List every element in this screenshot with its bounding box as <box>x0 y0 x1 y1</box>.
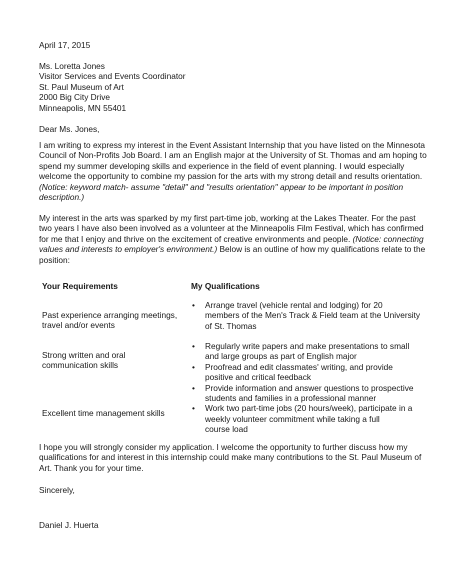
table-header-qualifications: My Qualifications <box>191 281 260 291</box>
qualification-item <box>191 383 413 404</box>
letter-date: April 17, 2015 <box>39 40 91 50</box>
recipient-organization: St. Paul Museum of Art <box>39 81 124 92</box>
paragraph-line: Art. Thank you for your time. <box>39 462 144 473</box>
paragraph-text: for me that I enjoy and thrive on the excitement of creative environments and people. <box>39 233 351 244</box>
salutation: Dear Ms. Jones, <box>39 124 100 134</box>
notice-inline: values and interests to employer's environment.) <box>39 244 218 255</box>
qualification-item <box>191 403 413 434</box>
letter-date-block <box>39 40 90 50</box>
recipient-address <box>39 61 186 113</box>
qualification-line: weekly volunteer commitment while taking a full <box>205 413 380 424</box>
qualification-line: positive and critical feedback <box>205 372 312 383</box>
sign-off-block <box>39 485 75 495</box>
paragraph-line: position: <box>39 254 70 265</box>
signature-name: Daniel J. Huerta <box>39 520 99 530</box>
qualification-line: members of the Men's Track & Field team at the University <box>205 310 421 321</box>
table-header-requirements: Your Requirements <box>42 281 118 291</box>
paragraph-line: spend my summer developing skills and experience in the field of event planning. I would especially <box>39 160 405 171</box>
qualification-line: of St. Thomas <box>205 320 257 331</box>
qualification-line: Arrange travel (vehicle rental and lodging) for 20 <box>205 300 383 310</box>
qualification-line: students and families in a professional manner <box>205 393 377 404</box>
qualification-item <box>191 341 413 362</box>
recipient-title: Visitor Services and Events Coordinator <box>39 71 186 82</box>
paragraph-line: welcome the opportunity to combine my passion for the arts with my strong detail and results orientation. <box>39 171 423 182</box>
bullet-icon: • <box>192 403 195 414</box>
qualification-line: Proofread and edit classmates' writing, and provide <box>205 361 393 372</box>
salutation-block <box>39 124 99 134</box>
requirement-item <box>42 350 125 371</box>
requirement-line: Strong written and oral <box>42 350 126 360</box>
requirement-item <box>42 310 177 331</box>
paragraph-line: Council of Non-Profits Job Board. I am an English major at the University of St. Thomas and am hoping to <box>39 150 427 161</box>
bullet-icon: • <box>192 361 195 372</box>
paragraph-line: I hope you will strongly consider my application. I welcome the opportunity to further discuss how my <box>39 442 408 452</box>
notice-line: description.) <box>39 192 85 203</box>
requirement-line: communication skills <box>42 360 119 371</box>
qualification-line: and large groups as part of English major <box>205 351 357 362</box>
paragraph-line: I am writing to express my interest in the Event Assistant Internship that you have listed on the Minnesota <box>39 140 426 150</box>
qualification-line: Work two part-time jobs (20 hours/week), participate in a <box>205 403 413 414</box>
paragraph-intro <box>39 140 427 202</box>
qualification-line: Regularly write papers and make presentations to small <box>205 341 410 351</box>
requirement-line: Past experience arranging meetings, <box>42 310 178 320</box>
signature-block <box>39 520 99 530</box>
paragraph-interest <box>39 213 425 265</box>
qualification-item <box>191 362 413 383</box>
paragraph-line: two years I have also been involved as a volunteer at the Minneapolis Film Festival, which has confirmed <box>39 223 424 234</box>
paragraph-text: Below is an outline of how my qualifications relate to the <box>217 244 426 255</box>
qualification-line: course load <box>205 424 248 435</box>
bullet-icon: • <box>192 341 195 351</box>
notice-inline: (Notice: connecting <box>352 233 424 244</box>
paragraph-line: qualifications for and interest in this internship could make many contributions to the St. Paul Museum of <box>39 452 422 463</box>
paragraph-line <box>39 234 425 244</box>
requirement-line: travel and/or events <box>42 320 115 331</box>
recipient-city: Minneapolis, MN 55401 <box>39 102 127 113</box>
bullet-icon: • <box>192 382 195 393</box>
requirement-line: Excellent time management skills <box>42 408 165 418</box>
sign-off: Sincerely, <box>39 485 75 495</box>
paragraph-line <box>39 244 425 254</box>
qualification-list <box>191 300 420 331</box>
bullet-icon: • <box>192 300 195 310</box>
paragraph-line: My interest in the arts was sparked by my first part-time job, working at the Lakes Theater. For the past <box>39 213 416 223</box>
recipient-name: Ms. Loretta Jones <box>39 61 105 71</box>
requirement-item <box>42 408 165 418</box>
notice-line: (Notice: keyword match- assume "detail" and "results orientation" appear to be important in position <box>39 181 404 192</box>
recipient-street: 2000 Big City Drive <box>39 92 111 103</box>
qualification-item <box>191 300 420 331</box>
qualification-line: Provide information and answer questions to prospective <box>205 382 414 393</box>
paragraph-closing <box>39 442 421 473</box>
qualification-list <box>191 341 413 435</box>
